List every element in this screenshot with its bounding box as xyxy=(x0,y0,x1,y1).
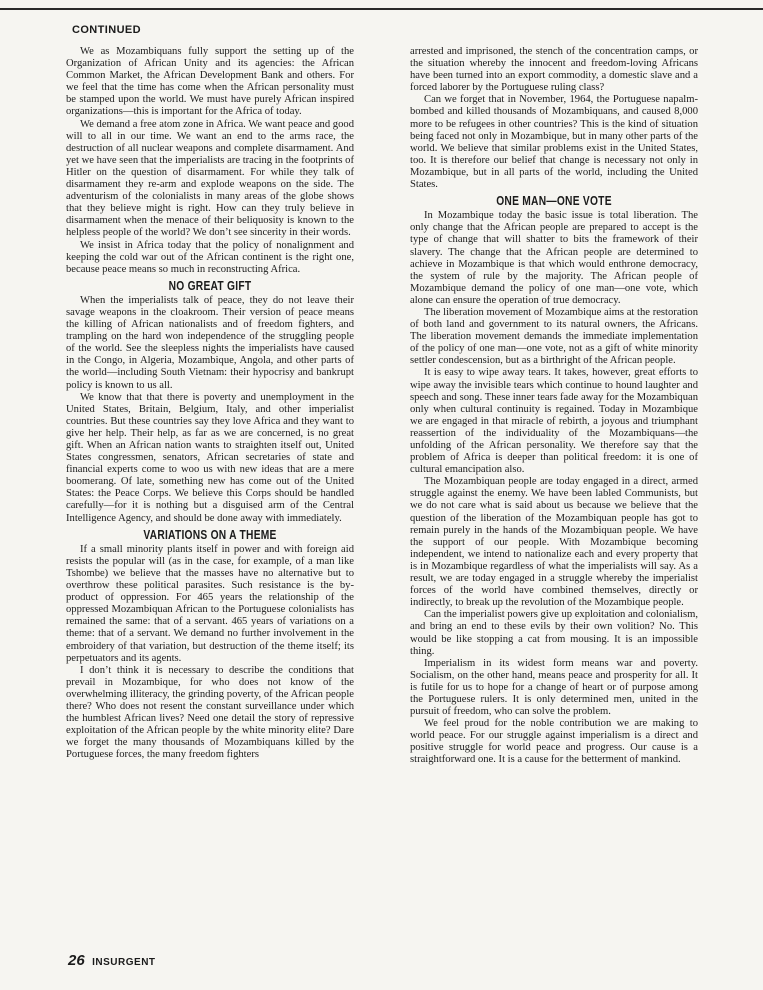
paragraph: Can we forget that in November, 1964, the Portuguese napalm-bombed and killed thousands of Mozambiquans, and caused 8,000 more to be refugees in other countries? This is the kind of situation being faced not only in Mozambique, but in many other parts of the world. We believe that similar problems exist in the United States, too. It is therefore our belief that change is necessary not only in Mozambique, but in all parts of the world, including the United States. xyxy=(410,94,698,191)
paragraph: The liberation movement of Mozambique aims at the restoration of both land and government to its natural owners, the Africans. The liberation movement demands the immediate implementation of the policy of one man—one vote, not as a gift of white minority settler condescension, but as a birthright of the African people. xyxy=(410,306,698,367)
left-column xyxy=(66,46,354,761)
paragraph: It is easy to wipe away tears. It takes, however, great efforts to wipe away the invisible tears which continue to hound laughter and speech and song. These inner tears fade away for the Mozambiquan only when cultural continuity is regained. Today in Mozambique we are engaged in that miracle of rebirth, a joyous and triumphant reassertion of the individuality of the Mozambiquans—the unfolding of the African personality. We therefore say that the problem of Africa is deeper than political freedom: it is one of cultural emancipation also. xyxy=(410,367,698,476)
paragraph: arrested and imprisoned, the stench of the concentration camps, or the situation whereby the innocent and freedom-loving Africans have been turned into an export commodity, a domestic slave and a forced laborer by the Portuguese ruling class? xyxy=(410,46,698,94)
publication-name: INSURGENT xyxy=(92,957,156,968)
paragraph: I don’t think it is necessary to describe the conditions that prevail in Mozambique, for who does not know of the overwhelming illiteracy, the grinding poverty, of the African people there? Who does not resent the constant surveillance under which the humblest African lives? Need one detail the story of repressive exploitation of the African people by the white minority elite? Dare we forget the many thousands of Mozambiquans killed by the Portuguese forces, the many freedom fighters xyxy=(66,664,354,761)
section-heading: NO GREAT GIFT xyxy=(168,278,252,293)
paragraph: We demand a free atom zone in Africa. We want peace and good will to all in our time. We want an end to the arms race, the destruction of all nuclear weapons and complete disarmament. And yet we have seen that the imperialists are tracing in the footprints of Hitler on the question of disarmament. For while they talk of disarmament they re-arm and explode weapons on the side. The adventurism of the colonialists in many areas of the globe shows that they believe might is right. How can they truly believe in disarmament when the menace of their beliquosity is known to the helpless people of the world? We don’t see sincerity in their words. xyxy=(66,118,354,239)
paragraph: The Mozambiquan people are today engaged in a direct, armed struggle against the enemy. We have been labled Communists, but we do not care what is said about us because we believe that the question of the liberation of the Mozambiquan people has got to remain purely in the hands of the Mozambiquan people. We have the support of our people. With Mozambique becoming independent, we intend to nationalize each and every property that is in Mozambique regardless of what the imperialists will say. As a result, we are today engaged in a struggle whereby the imperialist forces of the world have combined themselves, directly or indirectly, to break up the revolution of the Mozambique people. xyxy=(410,476,698,609)
top-rule xyxy=(0,8,763,10)
paragraph: Imperialism in its widest form means war and poverty. Socialism, on the other hand, means peace and prosperity for all. It is futile for us to hope for a change of heart or of purpose among the Portuguese rulers. It is only determined men, united in the pursuit of freedom, who can solve the problem. xyxy=(410,657,698,718)
section-heading: ONE MAN—ONE VOTE xyxy=(496,194,612,209)
paragraph: We as Mozambiquans fully support the setting up of the Organization of African Unity and its agencies: the African Common Market, the African Development Bank and others. For we feel that the time has come when the African personality must be stamped upon the world. We must have purely African inspired organizations—this is important for the Africa of today. xyxy=(66,46,354,118)
right-column xyxy=(410,46,698,767)
paragraph: We feel proud for the noble contribution we are making to world peace. For our struggle against imperialism is a direct and positive struggle for world peace and progress. Our cause is a straightforward one. It is a cause for the betterment of mankind. xyxy=(410,718,698,766)
paragraph: When the imperialists talk of peace, they do not leave their savage weapons in the cloakroom. Their version of peace means the killing of African nationalists and of freedom fighters, and trampling on the hard won independence of the struggling people of the world. See the sleepless nights the imperialists have caused in the Congo, in Algeria, Mozambique, Angola, and other parts of the world—including South Vietnam: their hypocrisy and bankrupt policy is known to us all. xyxy=(66,294,354,391)
paragraph: We insist in Africa today that the policy of nonalignment and keeping the cold war out of the African continent is the right one, because peace means so much in reconstructing Africa. xyxy=(66,239,354,275)
paragraph: Can the imperialist powers give up exploitation and colonialism, and bring an end to these evils by their own volition? No. This would be like stopping a cat from mousing. It is an impossible thing. xyxy=(410,609,698,657)
page-number: 26 xyxy=(68,952,85,969)
paragraph: We know that that there is poverty and unemployment in the United States, Britain, Belgium, Italy, and other imperialist countries. But these countries say they love Africa and they want to give her help. Their help, as far as we are concerned, is no great gift. When an African nation wants to straighten itself out, United States congressmen, senators, African secretaries of state and financial experts come to woo us with new ideas that are a mere boomerang. Of late, something new has come out of the United States: the Peace Corps. We believe this Corps should be handled carefully—for it is nothing but a disguised arm of the Central Intelligence Agency, and should be done away with immediately. xyxy=(66,391,354,524)
page-footer xyxy=(68,952,156,970)
paragraph: In Mozambique today the basic issue is total liberation. The only change that the African people are prepared to accept is the type of change that will shatter to bits the framework of their slavery. The change that the African people are determined to achieve in Mozambique is that which would enthrone democracy, the system of rule by the majority. The African people of Mozambique demand the policy of one man—one vote, which alone can ensure the operation of true democracy. xyxy=(410,210,698,306)
continued-label: CONTINUED xyxy=(72,24,141,36)
section-heading: VARIATIONS ON A THEME xyxy=(143,527,277,542)
paragraph: If a small minority plants itself in power and with foreign aid resists the popular will (as in the case, for example, of a man like Tshombe) we believe that the masses have no alternative but to overthrow these political parasites. Such resistance is the by-product of oppression. For 465 years the relationship of the oppressed Mozambiquan African to the Portuguese colonialists has remained the same: that of a servant. 465 years of variations on a theme: that of a servant. We demand no further involvement in the embroidery of that variation, but destruction of the theme itself; its perpetuators and its agents. xyxy=(66,543,354,664)
